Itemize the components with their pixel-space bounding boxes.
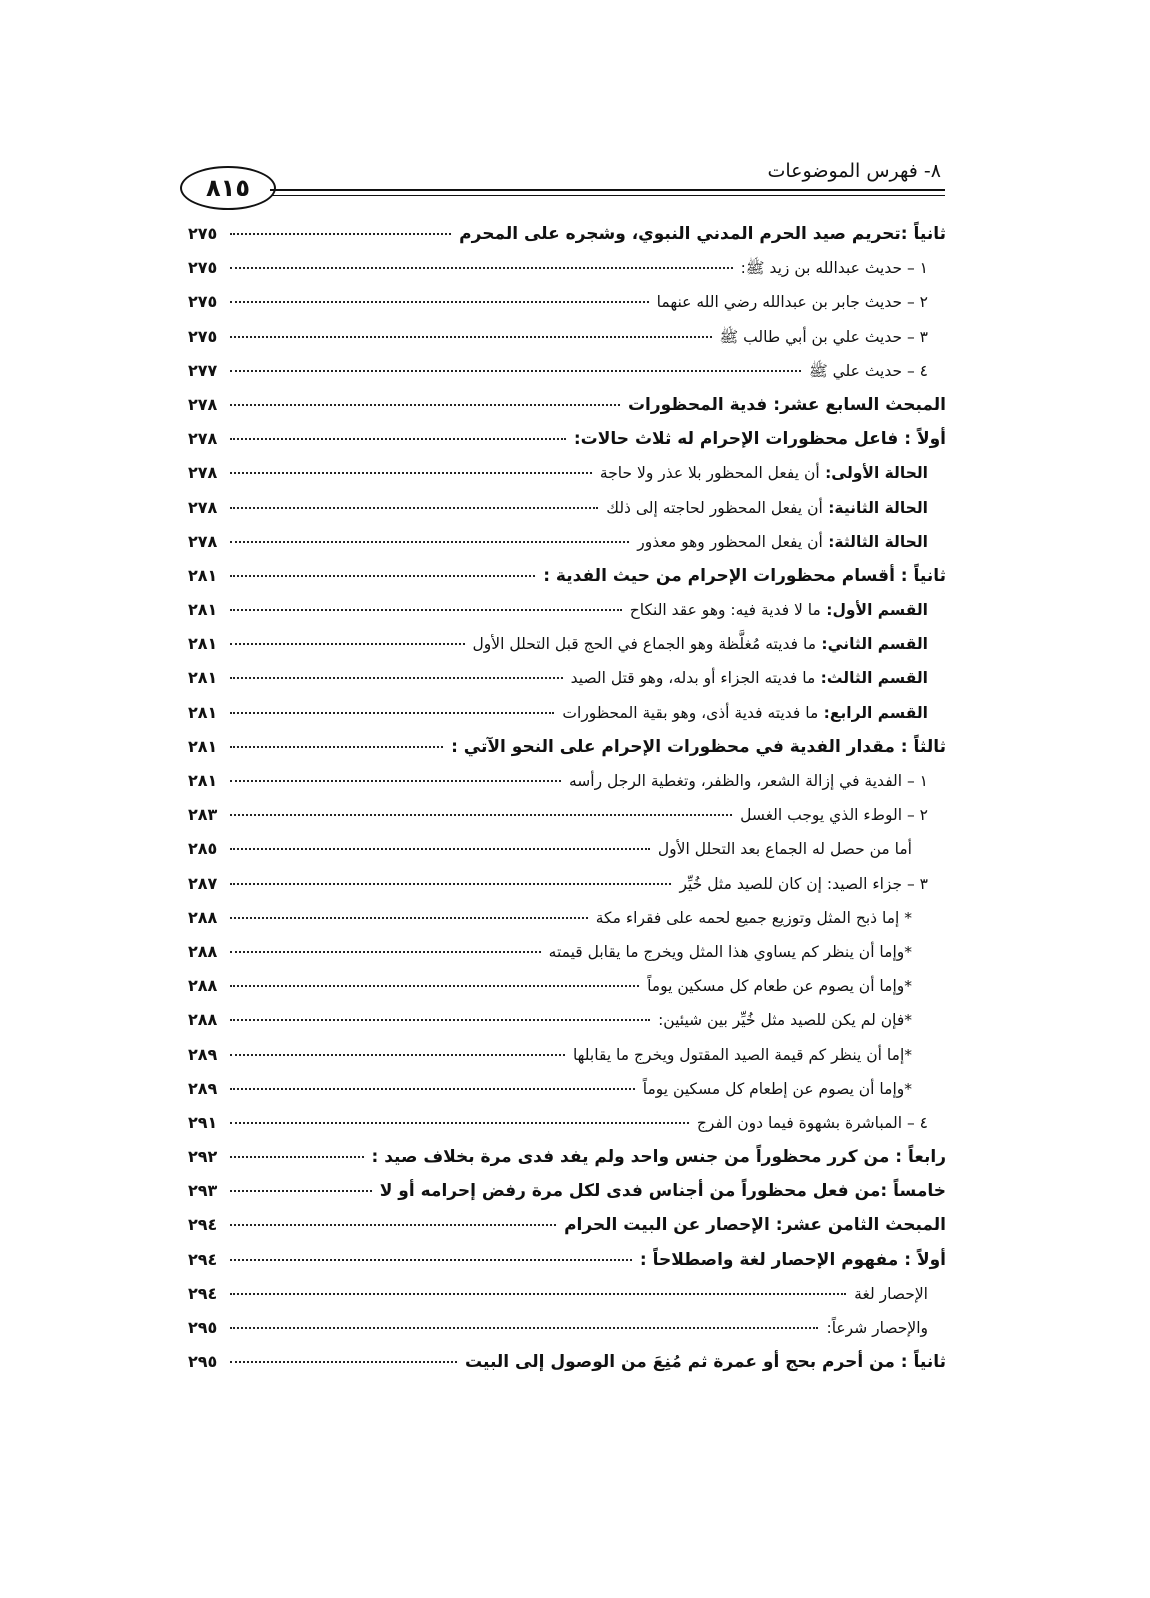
dot-leader (230, 814, 732, 816)
toc-entry-title (631, 533, 946, 551)
toc-page-number: ٢٧٥ (188, 224, 218, 243)
toc-entry (188, 703, 946, 737)
toc-entry-title (459, 1352, 946, 1372)
toc-page-number: ٢٧٨ (188, 429, 218, 449)
toc-entry-text: ١ – حديث عبدالله بن زيد ﷺ: (740, 259, 928, 278)
toc-entry-text: ما فديته فدية أذى، وهو بقية المحظورات (562, 703, 819, 722)
toc-page-number: ٢٩٤ (188, 1249, 218, 1269)
toc-page-number: ٢٧٨ (188, 497, 218, 517)
toc-entry-lead: القسم الرابع: (818, 703, 928, 722)
toc-page-number: ٢٨٥ (188, 839, 218, 859)
toc-page-number: ٢٧٥ (188, 292, 218, 312)
toc-entry (188, 327, 946, 361)
toc-entry (188, 1250, 946, 1284)
dot-leader (230, 712, 554, 714)
toc-entry (188, 737, 946, 771)
toc-entry-title (652, 840, 946, 858)
toc-page-number: ٢٧٧ (188, 360, 218, 380)
toc-entry-title (537, 566, 946, 586)
dot-leader (230, 541, 629, 543)
toc-page-number: ٢٨١ (188, 668, 218, 688)
toc-entry (188, 463, 946, 497)
toc-page-number: ٢٧٥ (188, 326, 218, 346)
toc-entry-title (735, 258, 946, 281)
dot-leader (230, 1259, 632, 1261)
dot-leader (230, 301, 649, 303)
toc-entry-title (651, 293, 946, 311)
header-rule (270, 189, 945, 191)
toc-page-number: ٢٩٤ (188, 1283, 218, 1303)
toc-entry-lead: القسم الأول: (820, 601, 928, 620)
dot-leader (230, 848, 650, 850)
toc-entry-text: ٤ – المباشرة بشهوة فيما دون الفرج (696, 1113, 928, 1132)
dot-leader (230, 507, 598, 509)
toc-entry-text: ٤ – حديث علي ﷺ (808, 361, 928, 380)
toc-entry (188, 805, 946, 839)
toc-entry (188, 1181, 946, 1215)
toc-entry-text: أن يفعل المحظور وهو معذور (637, 532, 823, 551)
toc-page-number: ٢٧٨ (188, 463, 218, 483)
toc-entry-text: المبحث السابع عشر: فدية المحظورات (627, 394, 946, 415)
toc-page-number: ٢٧٥ (188, 258, 218, 278)
page-header (180, 158, 945, 214)
dot-leader (230, 1054, 565, 1056)
toc-entry-title (641, 977, 946, 995)
toc-entry-text: المبحث الثامن عشر: الإحصار عن البيت الحرام (564, 1215, 946, 1236)
toc-entry-title (467, 635, 946, 653)
dot-leader (230, 917, 588, 919)
toc-entry-text: أن يفعل المحظور لحاجته إلى ذلك (606, 498, 823, 517)
toc-entry-text: ٢ – حديث جابر بن عبدالله رضي الله عنهما (656, 293, 928, 312)
toc-entry (188, 976, 946, 1010)
toc-entry-title (565, 669, 946, 687)
toc-entry-title (590, 909, 946, 927)
toc-entry-title (622, 395, 946, 415)
dot-leader (230, 575, 535, 577)
toc-entry (188, 292, 946, 326)
toc-entry-title (691, 1114, 946, 1132)
toc-entry-title (453, 224, 946, 244)
toc-entry (188, 532, 946, 566)
toc-entry-text: خامساً :من فعل محظوراً من أجناس فدى لكل مرة رفض إحرامه أو لا (379, 1181, 946, 1202)
dot-leader (230, 1156, 364, 1158)
toc-entry (188, 1215, 946, 1249)
dot-leader (230, 1088, 635, 1090)
toc-entry-title (567, 1046, 946, 1064)
dot-leader (230, 1019, 650, 1021)
toc-entry-title (374, 1181, 946, 1201)
toc-entry-text: أما من حصل له الجماع بعد التحلل الأول (657, 840, 912, 859)
dot-leader (230, 1122, 689, 1124)
toc-entry-text: ثالثاً : مقدار الفدية في محظورات الإحرام على النحو الآتي : (451, 736, 946, 757)
toc-entry-text: والإحصار شرعاً: (826, 1319, 928, 1337)
toc-page-number: ٢٨٨ (188, 907, 218, 927)
toc-entry-text: ١ – الفدية في إزالة الشعر، والظفر، وتغطية الرجل رأسه (569, 772, 928, 790)
toc-entry (188, 942, 946, 976)
dot-leader (230, 1361, 457, 1363)
toc-entry-title (563, 772, 946, 790)
dot-leader (230, 233, 451, 235)
toc-entry-text: *فإن لم يكن للصيد مثل خُيِّر بين شيئين: (658, 1011, 912, 1030)
toc-entry-title (652, 1011, 946, 1029)
toc-entry-text: رابعاً : من كرر محظوراً من جنس واحد ولم يفد فدى مرة بخلاف صيد : (371, 1147, 946, 1168)
toc-entry-text: *وإما أن ينظر كم يساوي هذا المثل ويخرج ما يقابل قيمته (548, 942, 912, 961)
toc-entry-text: أن يفعل المحظور بلا عذر ولا حاجة (599, 464, 820, 483)
toc-entry (188, 839, 946, 873)
toc-entry-title (600, 499, 946, 517)
toc-entry (188, 395, 946, 429)
toc-entry (188, 361, 946, 395)
toc-entry-lead: الحالة الأولى: (819, 464, 928, 483)
dot-leader (230, 1293, 846, 1295)
toc-entry-text: *إما أن ينظر كم قيمة الصيد المقتول ويخرج ما يقابلها (572, 1045, 912, 1064)
toc-page-number: ٢٨١ (188, 634, 218, 654)
toc-entry-text: * إما ذبح المثل وتوزيع جميع لحمه على فقراء مكة (595, 908, 912, 927)
toc-page-number: ٢٨١ (188, 736, 218, 756)
toc-page-number: ٢٨١ (188, 565, 218, 585)
toc-page-number: ٢٧٨ (188, 531, 218, 551)
toc-page-number: ٢٩٥ (188, 1318, 218, 1337)
toc-entry (188, 224, 946, 258)
toc-page-number: ٢٨١ (188, 600, 218, 620)
toc-entry-text: *وإما أن يصوم عن إطعام كل مسكين يوماً (642, 1079, 912, 1098)
toc-entry-title (714, 327, 947, 350)
toc-page-number: ٢٨٧ (188, 873, 218, 893)
dot-leader (230, 267, 733, 269)
toc-entry-lead: الحالة الثانية: (822, 498, 928, 517)
toc-page-number: ٢٨٨ (188, 976, 218, 996)
toc-page-number: ٢٩٣ (188, 1181, 218, 1201)
toc-entry-title (568, 429, 946, 449)
toc-entry-title (820, 1319, 946, 1337)
dot-leader (230, 1327, 818, 1329)
toc-entry-title (637, 1080, 946, 1098)
toc-entry (188, 1045, 946, 1079)
toc-entry-text: ثانياً : أقسام محظورات الإحرام من حيث الفدية : (543, 565, 946, 586)
toc-entry-lead: الحالة الثالثة: (822, 532, 928, 551)
toc-entry-lead: القسم الثالث: (815, 669, 928, 688)
toc-page-number: ٢٩٥ (188, 1352, 218, 1372)
toc-page-number: ٢٧٨ (188, 394, 218, 414)
toc-entry-text: أولاً : مفهوم الإحصار لغة واصطلاحاً : (639, 1249, 946, 1270)
toc-entry-text: الإحصار لغة (854, 1284, 928, 1303)
dot-leader (230, 780, 561, 782)
dot-leader (230, 1190, 372, 1192)
page-number: ٨١٥ (180, 166, 276, 210)
toc-page-number: ٢٨٣ (188, 805, 218, 825)
dot-leader (230, 336, 712, 338)
toc-entry-title (445, 737, 946, 757)
dot-leader (230, 609, 622, 611)
toc-entry (188, 1284, 946, 1318)
toc-entry (188, 634, 946, 668)
toc-entry-lead: القسم الثاني: (816, 635, 928, 654)
dot-leader (230, 1224, 556, 1226)
toc-entry (188, 1318, 946, 1352)
dot-leader (230, 883, 671, 885)
toc-page-number: ٢٩٤ (188, 1215, 218, 1235)
toc-entry-title (556, 704, 946, 722)
toc-entry (188, 1113, 946, 1147)
toc-page-number: ٢٨١ (188, 771, 218, 790)
toc-entry (188, 668, 946, 702)
dot-leader (230, 438, 566, 440)
toc-entry-text: ٢ – الوطء الذي يوجب الغسل (740, 806, 928, 825)
toc-page-number: ٢٩١ (188, 1112, 218, 1132)
toc-entry (188, 1147, 946, 1181)
toc-entry-title (673, 875, 946, 893)
toc-entry-text: ٣ – حديث علي بن أبي طالب ﷺ (719, 327, 928, 346)
toc-entry (188, 1352, 946, 1386)
toc-entry-title (734, 806, 946, 824)
toc-entry-title (634, 1250, 946, 1270)
toc-entry (188, 600, 946, 634)
toc-entry-text: ثانياً : من أحرم بحج أو عمرة ثم مُنِعَ من الوصول إلى البيت (465, 1352, 946, 1373)
toc-entry-text: ما فديته الجزاء أو بدله، وهو قتل الصيد (570, 669, 816, 688)
dot-leader (230, 677, 563, 679)
dot-leader (230, 404, 620, 406)
toc-entry (188, 1010, 946, 1044)
toc-entry (188, 498, 946, 532)
dot-leader (230, 746, 443, 748)
header-rule-thin (272, 195, 945, 196)
dot-leader (230, 370, 801, 372)
toc-entry-title (543, 943, 946, 961)
toc-entry-title (558, 1215, 946, 1235)
toc-entry (188, 874, 946, 908)
toc-entry-title (594, 464, 946, 482)
toc-page-number: ٢٨٩ (188, 1044, 218, 1064)
toc-entry-text: ما فديته مُغلَّظة وهو الجماع في الحج قبل التحلل الأول (472, 635, 816, 654)
toc-page-number: ٢٨٩ (188, 1078, 218, 1098)
toc-page-number: ٢٨١ (188, 702, 218, 722)
toc-entry-text: ما لا فدية فيه: وهو عقد النكاح (629, 601, 821, 620)
toc-entry (188, 429, 946, 463)
toc-entry (188, 771, 946, 805)
toc-page-number: ٢٩٢ (188, 1147, 218, 1167)
toc-entry-title (848, 1285, 946, 1303)
table-of-contents (188, 224, 946, 1386)
toc-page-number: ٢٨٨ (188, 1010, 218, 1030)
dot-leader (230, 643, 465, 645)
toc-entry-title (624, 601, 946, 619)
toc-entry (188, 258, 946, 292)
toc-entry-title (366, 1147, 947, 1167)
dot-leader (230, 951, 541, 953)
toc-entry (188, 566, 946, 600)
toc-page-number: ٢٨٨ (188, 941, 218, 961)
toc-entry-text: ٣ – جزاء الصيد: إن كان للصيد مثل خُيِّر (679, 874, 928, 893)
dot-leader (230, 985, 639, 987)
dot-leader (230, 472, 592, 474)
toc-entry-text: أولاً : فاعل محظورات الإحرام له ثلاث حالات: (573, 429, 946, 450)
toc-entry (188, 908, 946, 942)
section-title: ٨- فهرس الموضوعات (767, 160, 941, 182)
toc-entry-title (803, 361, 946, 384)
toc-entry-text: *وإما أن يصوم عن طعام كل مسكين يوماً (647, 977, 912, 996)
toc-entry-text: ثانياً :تحريم صيد الحرم المدني النبوي، وشجره على المحرم (459, 224, 946, 244)
toc-entry (188, 1079, 946, 1113)
